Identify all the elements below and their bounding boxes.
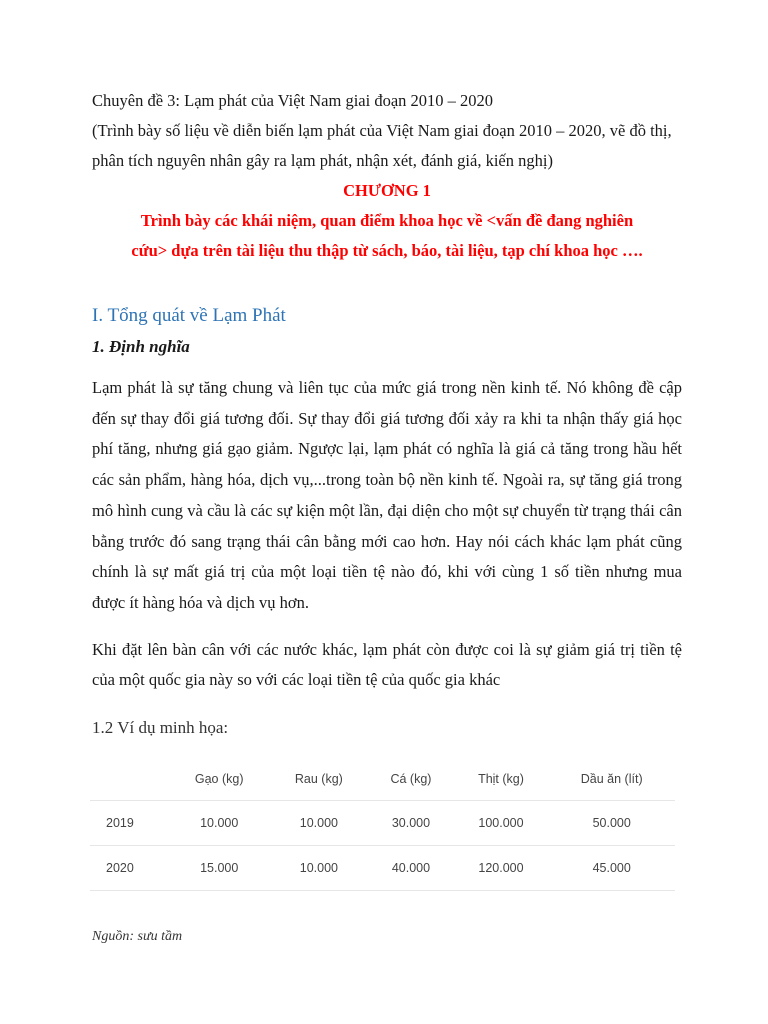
table-cell: 2019 xyxy=(90,801,169,846)
table-cell: 50.000 xyxy=(548,801,675,846)
chapter-description-line-1: Trình bày các khái niệm, quan điểm khoa học về <vấn đề đang nghiên xyxy=(140,211,634,230)
table-header-cell xyxy=(90,758,169,801)
table-cell: 40.000 xyxy=(368,846,453,891)
definition-paragraph: Lạm phát là sự tăng chung và liên tục của mức giá trong nền kinh tế. Nó không đề cập đến sự thay đổi giá tương đối. Sự thay đổi giá tương đối xảy ra khi ta nhận thấy giá học phí tăng, nhưng giá gạo giảm. Ngược lại, lạm phát có nghĩa là giá cả tăng trong hầu hết các sản phẩm, hàng hóa, dịch vụ,...trong toàn bộ nền kinh tế. Ngoài ra, sự tăng giá trong mô hình cung và cầu là các sự kiện một lần, đại diện cho một sự chuyển từ trạng thái cân bằng trước đó sang trạng thái cân bằng mới cao hơn. Hay nói cách khác lạm phát cũng chính là sự mất giá trị của một loại tiền tệ nào đó, khi với cùng 1 số tiền nhưng mua được ít hàng hóa và dịch vụ hơn. xyxy=(92,378,682,612)
topic-description: (Trình bày số liệu về diễn biến lạm phát của Việt Nam giai đoạn 2010 – 2020, vẽ đồ thị, phân tích nguyên nhân gây ra lạm phát, nhận xét, đánh giá, kiến nghị) xyxy=(92,121,672,170)
document-page xyxy=(92,86,682,945)
table-header-cell: Thịt (kg) xyxy=(454,758,549,801)
chapter-title: CHƯƠNG 1 xyxy=(343,181,431,200)
table-cell: 10.000 xyxy=(169,801,269,846)
example-heading: 1.2 Ví dụ minh họa: xyxy=(92,718,229,738)
price-table xyxy=(90,758,675,891)
table-cell: 2020 xyxy=(90,846,169,891)
section-heading: I. Tổng quát về Lạm Phát xyxy=(92,305,286,326)
chapter-description xyxy=(92,206,682,266)
table-row xyxy=(90,801,675,846)
table-cell: 30.000 xyxy=(368,801,453,846)
table-cell: 15.000 xyxy=(169,846,269,891)
table-row xyxy=(90,846,675,891)
table-header-row xyxy=(90,758,675,801)
table-header-cell: Rau (kg) xyxy=(269,758,368,801)
table-cell: 10.000 xyxy=(269,846,368,891)
table-header-cell: Gạo (kg) xyxy=(169,758,269,801)
table-cell: 100.000 xyxy=(454,801,549,846)
source-note: Nguồn: sưu tầm xyxy=(92,929,183,945)
table-cell: 120.000 xyxy=(454,846,549,891)
chapter-description-line-2: cứu> dựa trên tài liệu thu thập từ sách, báo, tài liệu, tạp chí khoa học …. xyxy=(131,241,643,260)
table-cell: 45.000 xyxy=(548,846,675,891)
subsection-heading: 1. Định nghĩa xyxy=(92,337,190,356)
table-cell: 10.000 xyxy=(269,801,368,846)
table-header-cell: Cá (kg) xyxy=(368,758,453,801)
table-header-cell: Dầu ăn (lít) xyxy=(548,758,675,801)
topic-title: Chuyên đề 3: Lạm phát của Việt Nam giai đoạn 2010 – 2020 xyxy=(92,91,494,110)
comparison-paragraph: Khi đặt lên bàn cân với các nước khác, lạm phát còn được coi là sự giảm giá trị tiền tệ của một quốc gia này so với các loại tiền tệ của quốc gia khác xyxy=(92,639,682,690)
